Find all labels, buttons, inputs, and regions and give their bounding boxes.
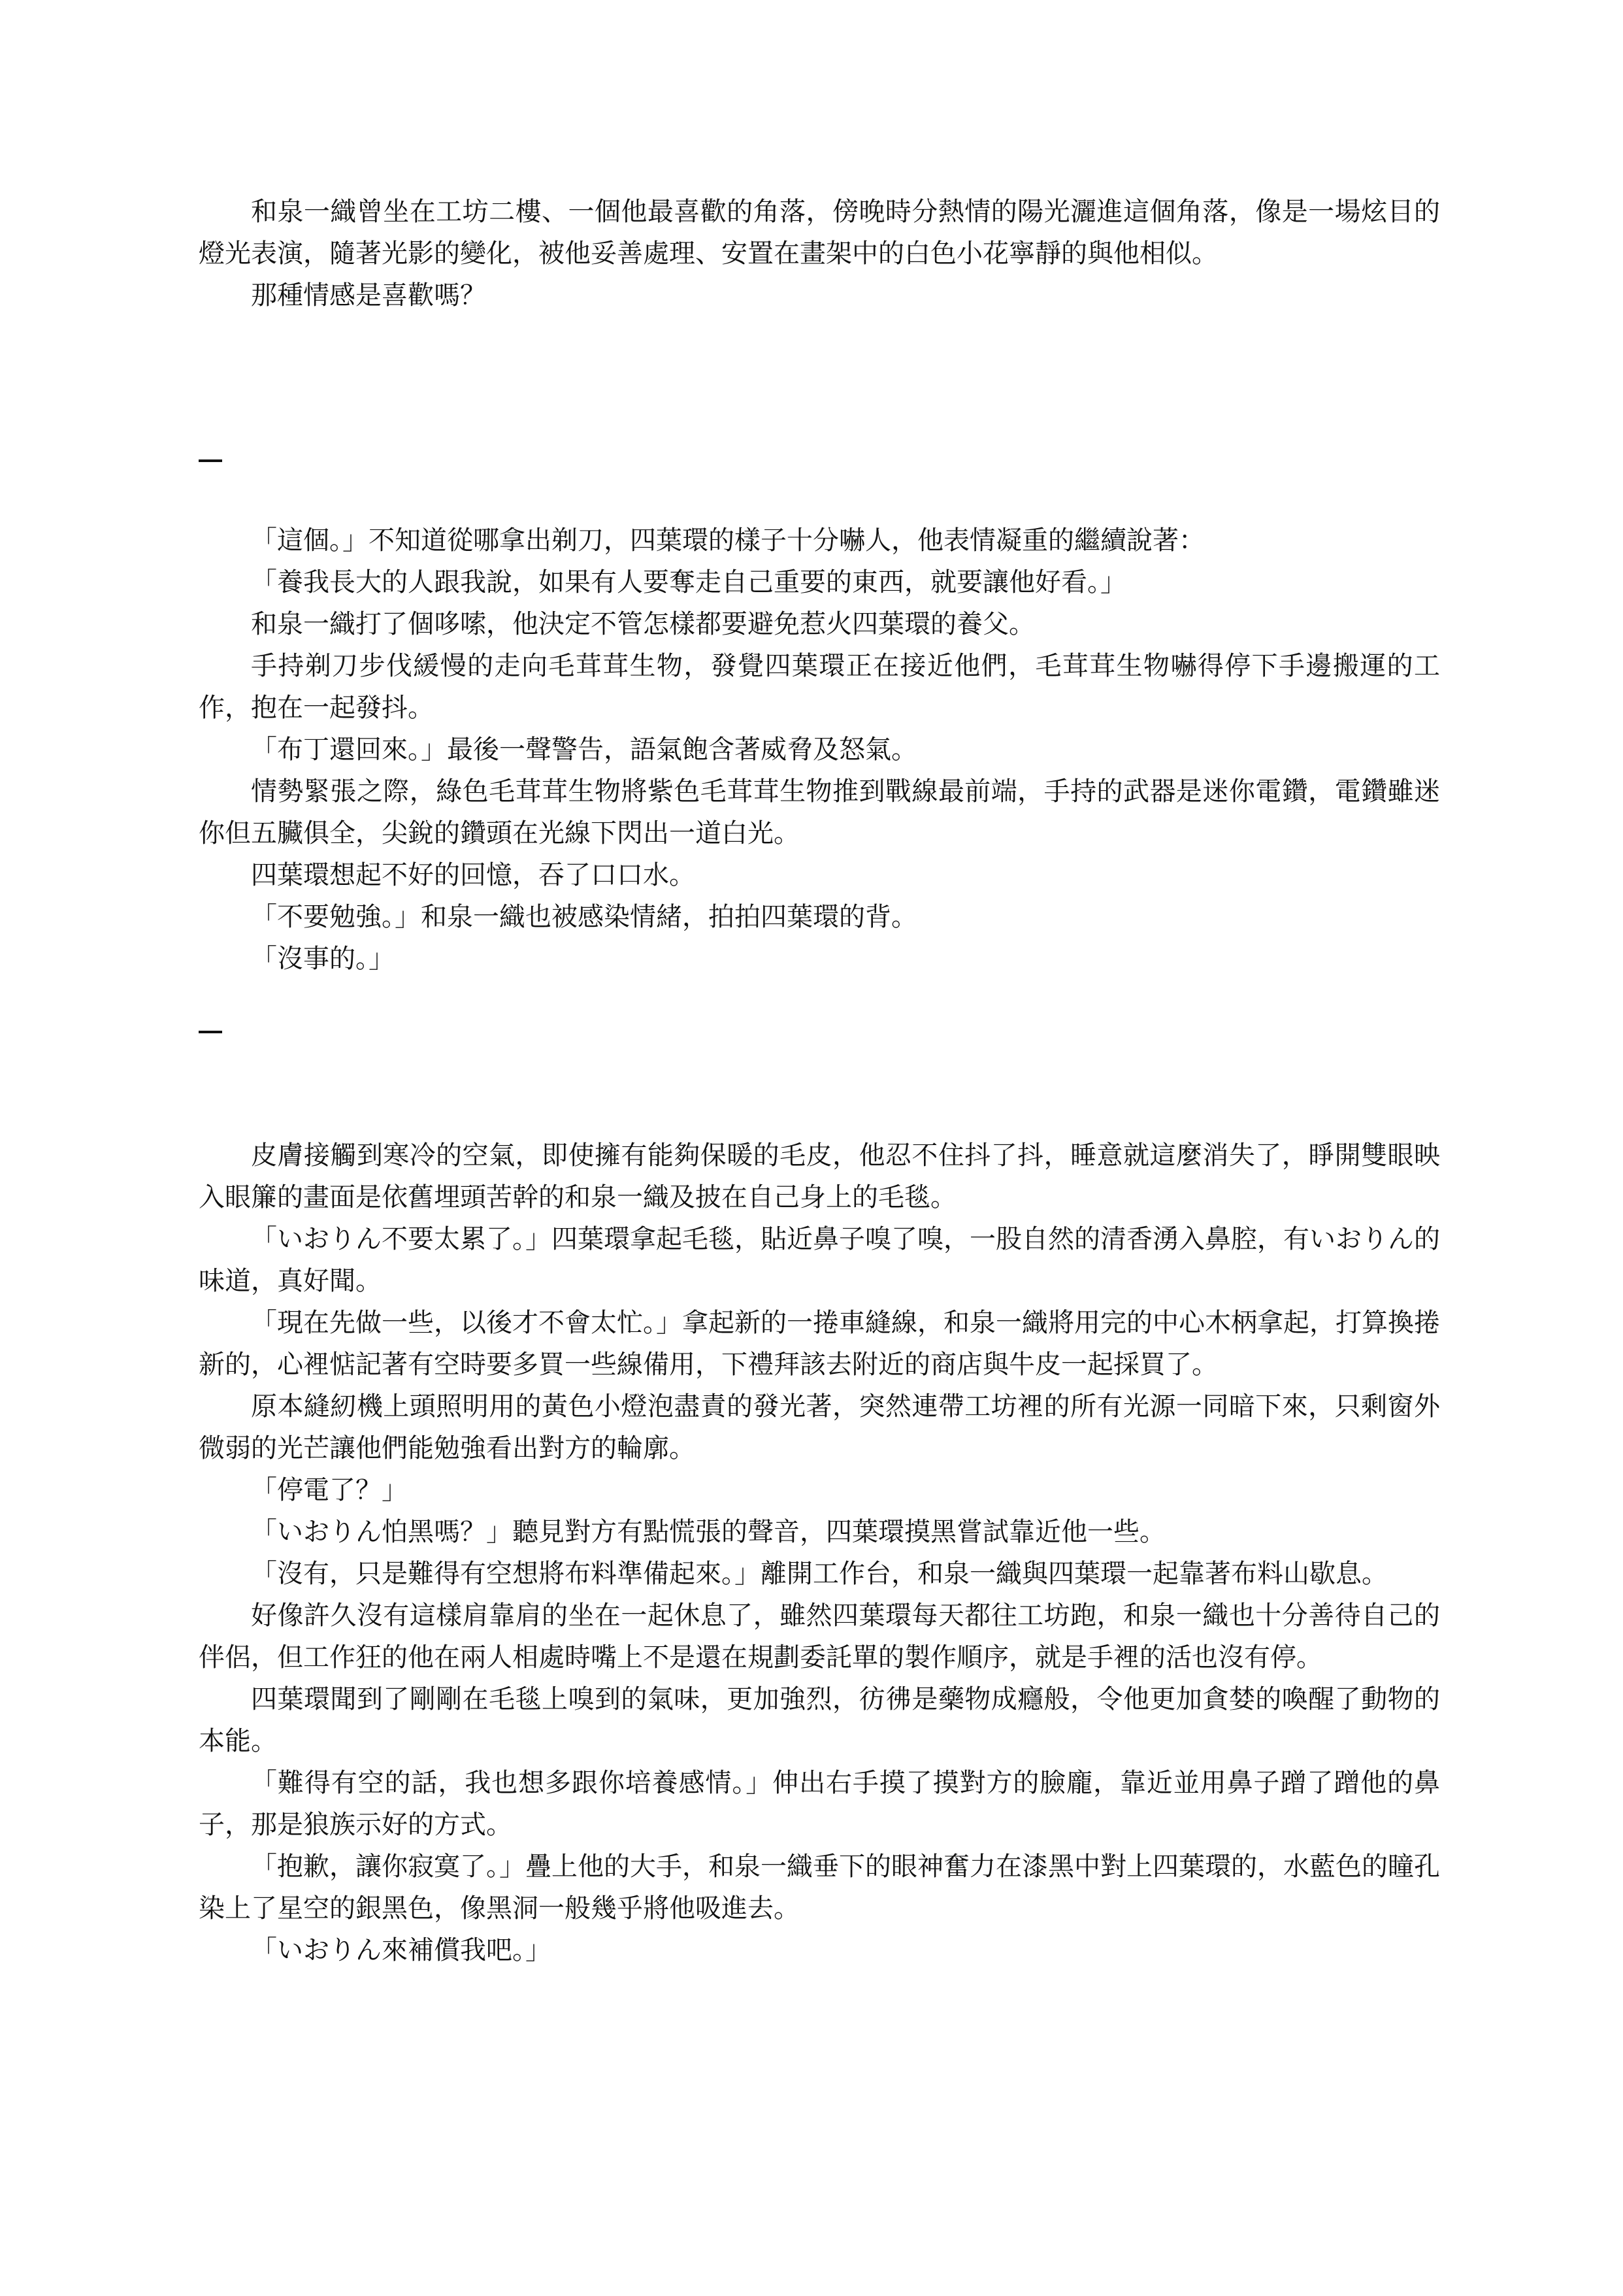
paragraph: 皮膚接觸到寒冷的空氣，即使擁有能夠保暖的毛皮，他忍不住抖了抖，睡意就這麼消失了，睜開雙眼映入眼簾的畫面是依舊埋頭苦幹的和泉一織及披在自己身上的毛毯。 bbox=[199, 1140, 1440, 1212]
paragraph: 四葉環聞到了剛剛在毛毯上嗅到的氣味，更加強烈，彷彿是藥物成癮般，令他更加貪婪的喚醒了動物的本能。 bbox=[199, 1684, 1440, 1756]
paragraph: 四葉環想起不好的回憶，吞了口口水。 bbox=[251, 860, 695, 890]
section-2 bbox=[199, 520, 1440, 980]
paragraph: 「いおりん來補償我吧。」 bbox=[251, 1935, 551, 1965]
paragraph: 「難得有空的話，我也想多跟你培養感情。」伸出右手摸了摸對方的臉龐，靠近並用鼻子蹭了蹭他的鼻子，那是狼族示好的方式。 bbox=[199, 1768, 1440, 1840]
paragraph: 「這個。」不知道從哪拿出剃刀，四葉環的樣子十分嚇人，他表情凝重的繼續說著： bbox=[251, 525, 1205, 556]
section-divider bbox=[199, 459, 222, 462]
paragraph: 「沒有，只是難得有空想將布料準備起來。」離開工作台，和泉一織與四葉環一起靠著布料山歇息。 bbox=[251, 1559, 1388, 1589]
paragraph: 和泉一織打了個哆嗦，他決定不管怎樣都要避免惹火四葉環的養父。 bbox=[251, 609, 1035, 639]
section-3 bbox=[199, 1135, 1440, 1971]
paragraph: 「いおりん怕黑嗎？」聽見對方有點慌張的聲音，四葉環摸黑嘗試靠近他一些。 bbox=[251, 1517, 1166, 1547]
paragraph: 「布丁還回來。」最後一聲警告，語氣飽含著威脅及怒氣。 bbox=[251, 735, 917, 765]
paragraph: 手持剃刀步伐緩慢的走向毛茸茸生物，發覺四葉環正在接近他們，毛茸茸生物嚇得停下手邊搬運的工作，抱在一起發抖。 bbox=[199, 651, 1440, 723]
section-1 bbox=[199, 191, 1440, 316]
paragraph: 「停電了？」 bbox=[251, 1475, 408, 1505]
paragraph: 情勢緊張之際，綠色毛茸茸生物將紫色毛茸茸生物推到戰線最前端，手持的武器是迷你電鑽，電鑽雖迷你但五臟俱全，尖銳的鑽頭在光線下閃出一道白光。 bbox=[199, 776, 1440, 848]
paragraph: 「現在先做一些，以後才不會太忙。」拿起新的一捲車縫線，和泉一織將用完的中心木柄拿起，打算換捲新的，心裡惦記著有空時要多買一些線備用，下禮拜該去附近的商店與牛皮一起採買了。 bbox=[199, 1308, 1440, 1380]
paragraph: 「養我長大的人跟我說，如果有人要奪走自己重要的東西，就要讓他好看。」 bbox=[251, 567, 1126, 597]
paragraph: 「不要勉強。」和泉一織也被感染情緒，拍拍四葉環的背。 bbox=[251, 902, 917, 932]
paragraph: 「いおりん不要太累了。」四葉環拿起毛毯，貼近鼻子嗅了嗅，一股自然的清香湧入鼻腔，有いおりん的味道，真好聞。 bbox=[199, 1224, 1440, 1296]
paragraph: 好像許久沒有這樣肩靠肩的坐在一起休息了，雖然四葉環每天都往工坊跑，和泉一織也十分善待自己的伴侶，但工作狂的他在兩人相處時嘴上不是還在規劃委託單的製作順序，就是手裡的活也沒有停。 bbox=[199, 1601, 1440, 1672]
section-divider bbox=[199, 1031, 222, 1033]
paragraph: 和泉一織曾坐在工坊二樓、一個他最喜歡的角落，傍晚時分熱情的陽光灑進這個角落，像是一場炫目的燈光表演，隨著光影的變化，被他妥善處理、安置在畫架中的白色小花寧靜的與他相似。 bbox=[199, 197, 1440, 269]
paragraph: 那種情感是喜歡嗎？ bbox=[251, 280, 486, 310]
paragraph: 「抱歉，讓你寂寞了。」疊上他的大手，和泉一織垂下的眼神奮力在漆黑中對上四葉環的，水藍色的瞳孔染上了星空的銀黑色，像黑洞一般幾乎將他吸進去。 bbox=[199, 1852, 1440, 1923]
paragraph: 「沒事的。」 bbox=[251, 944, 395, 974]
paragraph: 原本縫紉機上頭照明用的黃色小燈泡盡責的發光著，突然連帶工坊裡的所有光源一同暗下來，只剩窗外微弱的光芒讓他們能勉強看出對方的輪廓。 bbox=[199, 1391, 1440, 1463]
